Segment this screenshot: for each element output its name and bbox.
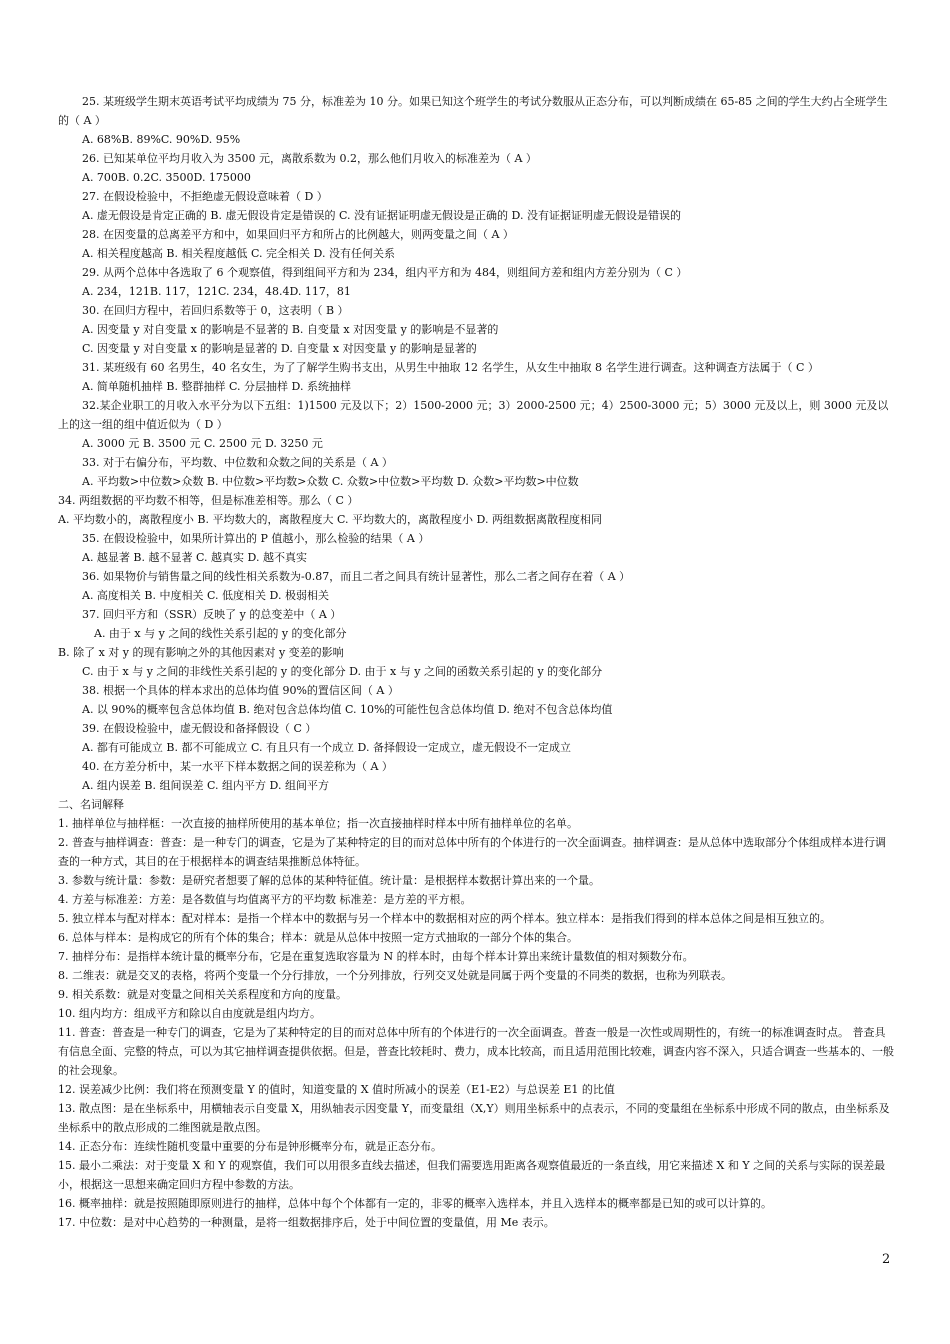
q25-stem: 25. 某班级学生期末英语考试平均成绩为 75 分，标准差为 10 分。如果已知这个班学生的考试分数服从正态分布，可以判断成绩在 65-85 之间的学生大约占全班学生的（ A ） bbox=[58, 95, 888, 127]
q36-options: A. 高度相关 B. 中度相关 C. 低度相关 D. 极弱相关 bbox=[82, 589, 329, 602]
q32-options: A. 3000 元 B. 3500 元 C. 2500 元 D. 3250 元 bbox=[82, 437, 323, 450]
q27-options: A. 虚无假设是肯定正确的 B. 虚无假设肯定是错误的 C. 没有证据证明虚无假设是正确的 D. 没有证据证明虚无假设是错误的 bbox=[82, 209, 681, 222]
q37-option-b: B. 除了 x 对 y 的现有影响之外的其他因素对 y 变差的影响 bbox=[58, 646, 344, 659]
term-3: 3. 参数与统计量：参数：是研究者想要了解的总体的某种特征值。统计量：是根据样本数据计算出来的一个量。 bbox=[58, 874, 600, 887]
term-9: 9. 相关系数：就是对变量之间相关关系程度和方向的度量。 bbox=[58, 988, 347, 1001]
q37-stem: 37. 回归平方和（SSR）反映了 y 的总变差中（ A ） bbox=[82, 608, 342, 621]
q39-stem: 39. 在假设检验中，虚无假设和备择假设（ C ） bbox=[82, 722, 317, 735]
q35-stem: 35. 在假设检验中，如果所计算出的 P 值越小，那么检验的结果（ A ） bbox=[82, 532, 430, 545]
q28-options: A. 相关程度越高 B. 相关程度越低 C. 完全相关 D. 没有任何关系 bbox=[82, 247, 395, 260]
q29-stem: 29. 从两个总体中各选取了 6 个观察值，得到组间平方和为 234，组内平方和为 484，则组间方差和组内方差分别为（ C ） bbox=[82, 266, 688, 279]
q31-options: A. 简单随机抽样 B. 整群抽样 C. 分层抽样 D. 系统抽样 bbox=[82, 380, 351, 393]
term-7: 7. 抽样分布：是指样本统计量的概率分布，它是在重复选取容量为 N 的样本时，由每个样本计算出来统计量数值的相对频数分布。 bbox=[58, 950, 694, 963]
term-13: 13. 散点图：是在坐标系中，用横轴表示自变量 X，用纵轴表示因变量 Y，而变量组（X,Y）则用坐标系中的点表示，不同的变量组在坐标系中形成不同的散点，由坐标系及坐标系中的散点形成的二维图就是散点图。 bbox=[58, 1102, 890, 1134]
q39-options: A. 都有可能成立 B. 都不可能成立 C. 有且只有一个成立 D. 备择假设一定成立，虚无假设不一定成立 bbox=[82, 741, 571, 754]
term-10: 10. 组内均方：组成平方和除以自由度就是组内均方。 bbox=[58, 1007, 321, 1020]
q34-options: A. 平均数小的，离散程度小 B. 平均数大的，离散程度大 C. 平均数大的，离散程度小 D. 两组数据离散程度相同 bbox=[58, 513, 602, 526]
q30-options-cd: C. 因变量 y 对自变量 x 的影响是显著的 D. 自变量 x 对因变量 y 的影响是显著的 bbox=[82, 342, 477, 355]
q33-stem: 33. 对于右偏分布，平均数、中位数和众数之间的关系是（ A ） bbox=[82, 456, 393, 469]
term-1: 1. 抽样单位与抽样框：一次直接的抽样所使用的基本单位；指一次直接抽样时样本中所有抽样单位的名单。 bbox=[58, 817, 578, 830]
q30-stem: 30. 在回归方程中，若回归系数等于 0，这表明（ B ） bbox=[82, 304, 349, 317]
q34-stem: 34. 两组数据的平均数不相等，但是标准差相等。那么（ C ） bbox=[58, 494, 359, 507]
q25-options: A. 68%B. 89%C. 90%D. 95% bbox=[82, 133, 241, 146]
q37-options-cd: C. 由于 x 与 y 之间的非线性关系引起的 y 的变化部分 D. 由于 x 与 y 之间的函数关系引起的 y 的变化部分 bbox=[82, 665, 603, 678]
term-2: 2. 普查与抽样调查：普查：是一种专门的调查，它是为了某种特定的目的而对总体中所有的个体进行的一次全面调查。抽样调查：是从总体中选取部分个体组成样本进行调查的一种方式，其目的在于根据样本的调查结果推断总体特征。 bbox=[58, 836, 886, 868]
q32-stem: 32.某企业职工的月收入水平分为以下五组：1)1500 元及以下；2）1500-2000 元；3）2000-2500 元；4）2500-3000 元；5）3000 元及以上，则 3000 元及以上的这一组的组中值近似为（ D ） bbox=[58, 399, 889, 431]
q38-stem: 38. 根据一个具体的样本求出的总体均值 90%的置信区间（ A ） bbox=[82, 684, 399, 697]
term-6: 6. 总体与样本：是构成它的所有个体的集合；样本：就是从总体中按照一定方式抽取的一部分个体的集合。 bbox=[58, 931, 578, 944]
q36-stem: 36. 如果物价与销售量之间的线性相关系数为-0.87，而且二者之间具有统计显著性，那么二者之间存在着（ A ） bbox=[82, 570, 631, 583]
term-17: 17. 中位数：是对中心趋势的一种测量，是将一组数据排序后，处于中间位置的变量值，用 Me 表示。 bbox=[58, 1216, 555, 1229]
q37-option-a: A. 由于 x 与 y 之间的线性关系引起的 y 的变化部分 bbox=[94, 627, 347, 640]
q29-options: A. 234，121B. 117，121C. 234，48.4D. 117，81 bbox=[82, 285, 351, 298]
q27-stem: 27. 在假设检验中，不拒绝虚无假设意味着（ D ） bbox=[82, 190, 328, 203]
document-body bbox=[58, 92, 896, 1232]
q31-stem: 31. 某班级有 60 名男生，40 名女生，为了了解学生购书支出，从男生中抽取 12 名学生，从女生中抽取 8 名学生进行调查。这种调查方法属于（ C ） bbox=[82, 361, 819, 374]
term-15: 15. 最小二乘法：对于变量 X 和 Y 的观察值，我们可以用很多直线去描述，但我们需要选用距离各观察值最近的一条直线，用它来描述 X 和 Y 之间的关系与实际的误差最小，根据这一思想来确定回归方程中参数的方法。 bbox=[58, 1159, 886, 1191]
q40-stem: 40. 在方差分析中，某一水平下样本数据之间的误差称为（ A ） bbox=[82, 760, 393, 773]
q28-stem: 28. 在因变量的总离差平方和中，如果回归平方和所占的比例越大，则两变量之间（ A ） bbox=[82, 228, 514, 241]
term-5: 5. 独立样本与配对样本：配对样本：是指一个样本中的数据与另一个样本中的数据相对应的两个样本。独立样本：是指我们得到的样本总体之间是相互独立的。 bbox=[58, 912, 831, 925]
q26-stem: 26. 已知某单位平均月收入为 3500 元，离散系数为 0.2，那么他们月收入的标准差为（ A ） bbox=[82, 152, 537, 165]
q30-options-ab: A. 因变量 y 对自变量 x 的影响是不显著的 B. 自变量 x 对因变量 y 的影响是不显著的 bbox=[82, 323, 499, 336]
term-12: 12. 误差减少比例：我们将在预测变量 Y 的值时，知道变量的 X 值时所减小的误差（E1-E2）与总误差 E1 的比值 bbox=[58, 1083, 615, 1096]
q40-options: A. 组内误差 B. 组间误差 C. 组内平方 D. 组间平方 bbox=[82, 779, 329, 792]
q26-options: A. 700B. 0.2C. 3500D. 175000 bbox=[82, 171, 251, 184]
term-8: 8. 二维表：就是交叉的表格，将两个变量一个分行排放，一个分列排放，行列交叉处就是同属于两个变量的不同类的数据，也称为列联表。 bbox=[58, 969, 732, 982]
term-4: 4. 方差与标准差：方差：是各数值与均值离平方的平均数 标准差：是方差的平方根。 bbox=[58, 893, 472, 906]
section-heading: 二、名词解释 bbox=[58, 798, 124, 811]
q38-options: A. 以 90%的概率包含总体均值 B. 绝对包含总体均值 C. 10%的可能性包含总体均值 D. 绝对不包含总体均值 bbox=[82, 703, 613, 716]
q35-options: A. 越显著 B. 越不显著 C. 越真实 D. 越不真实 bbox=[82, 551, 307, 564]
term-11: 11. 普查：普查是一种专门的调查，它是为了某种特定的目的而对总体中所有的个体进行的一次全面调查。普查一般是一次性或周期性的，有统一的标准调查时点。 普查具有信息全面、完整的特点，可以为其它抽样调查提供依据。但是，普查比较耗时、费力，成本比较高，而且适用范围比较难，调查内容不深入，只适合调查一些基本的、一般的社会现象。 bbox=[58, 1026, 894, 1077]
page-number: 2 bbox=[882, 1252, 891, 1267]
term-16: 16. 概率抽样：就是按照随即原则进行的抽样，总体中每个个体都有一定的，非零的概率入选样本，并且入选样本的概率都是已知的或可以计算的。 bbox=[58, 1197, 772, 1210]
q33-options: A. 平均数>中位数>众数 B. 中位数>平均数>众数 C. 众数>中位数>平均数 D. 众数>平均数>中位数 bbox=[82, 475, 579, 488]
term-14: 14. 正态分布：连续性随机变量中重要的分布是钟形概率分布，就是正态分布。 bbox=[58, 1140, 442, 1153]
